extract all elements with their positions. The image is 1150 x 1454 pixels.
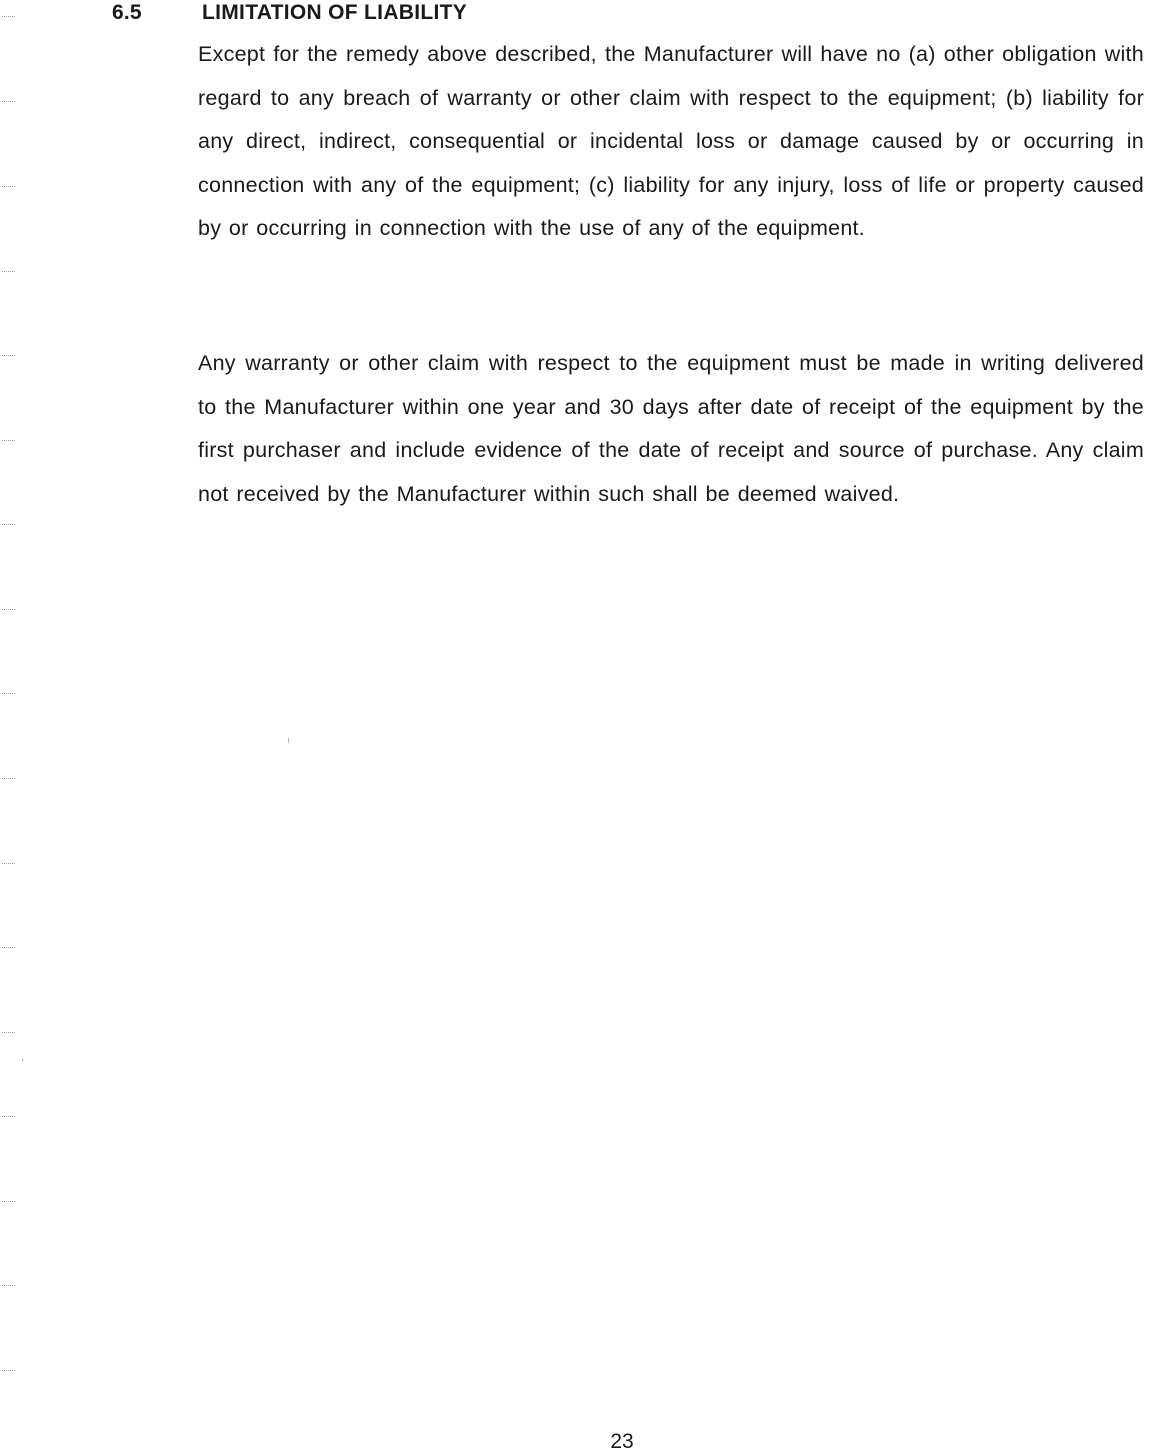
- section-number: 6.5: [112, 1, 142, 24]
- binding-edge-mark: [2, 524, 15, 525]
- binding-edge-mark: [2, 863, 15, 864]
- binding-edge-mark: [2, 1285, 15, 1286]
- binding-edge-mark: [2, 778, 15, 779]
- scan-speck: [288, 738, 289, 743]
- scan-speck: [22, 1058, 23, 1061]
- binding-edge-mark: [2, 1116, 15, 1117]
- binding-edge-mark: [2, 1032, 15, 1033]
- binding-edge-mark: [2, 16, 15, 17]
- binding-edge-mark: [2, 1370, 15, 1371]
- binding-edge-mark: [2, 440, 15, 441]
- binding-edge-mark: [2, 355, 15, 356]
- section-title: LIMITATION OF LIABILITY: [202, 1, 468, 24]
- body-paragraph: Except for the remedy above described, the Manufacturer will have no (a) other obligation with regard to any breach of warranty or other claim with respect to the equipment; (b) liability for any direct, indirect, consequential or incidental loss or damage caused by or occurring in connection with any of the equipment; (c) liability for any injury, loss of life or property caused by or occurring in connection with the use of any of the equipment.: [198, 42, 1144, 241]
- binding-edge-mark: [2, 947, 15, 948]
- page-number: 23: [610, 1430, 634, 1453]
- body-paragraph: Any warranty or other claim with respect to the equipment must be made in writing delivered to the Manufacturer within one year and 30 days after date of receipt of the equipment by the first purchaser and include evidence of the date of receipt and source of purchase. Any claim not received by the Manufacturer within such shall be deemed waived.: [198, 351, 1144, 506]
- binding-edge-mark: [2, 693, 15, 694]
- binding-edge-mark: [2, 271, 15, 272]
- binding-edge-mark: [2, 186, 15, 187]
- binding-edge-mark: [2, 101, 15, 102]
- binding-edge-mark: [2, 1201, 15, 1202]
- binding-edge-mark: [2, 609, 15, 610]
